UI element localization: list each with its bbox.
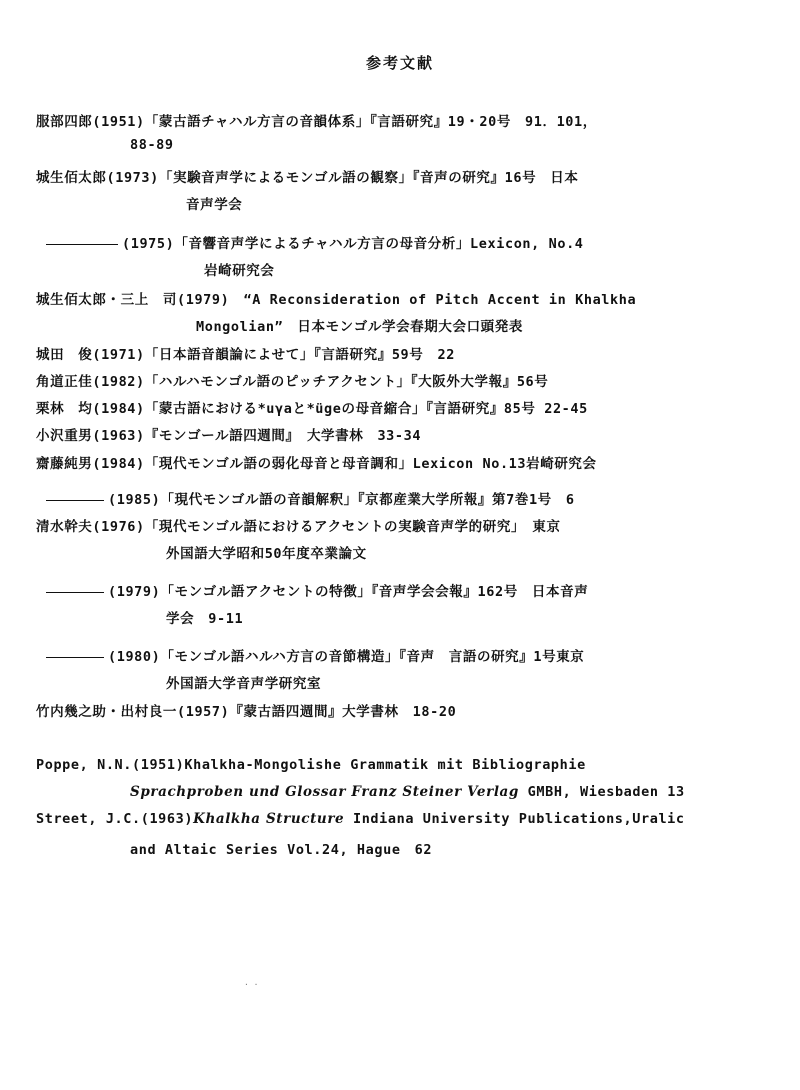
reference-line	[46, 580, 588, 600]
reference-continuation: 88-89	[130, 137, 174, 153]
reference-text: (1985)「現代モンゴル語の音韻解釈」『京都産業大学所報』第7巻1号 6	[108, 492, 575, 508]
reference-line: 城生佰太郎(1973)「実験音声学によるモンゴル語の観察」『音声の研究』16号 日本	[36, 170, 579, 186]
reference-continuation	[130, 784, 685, 800]
ditto-dash	[46, 592, 104, 593]
reference-line: 城生佰太郎・三上 司(1979) “A Reconsideration of Pitch Accent in Khalkha	[36, 292, 637, 308]
ditto-dash	[46, 244, 118, 245]
reference-line: 角道正佳(1982)「ハルハモンゴル語のピッチアクセント」『大阪外大学報』56号	[36, 374, 549, 390]
reference-text: (1979)「モンゴル語アクセントの特徴」『音声学会会報』162号 日本音声	[108, 584, 589, 600]
reference-continuation: 岩崎研究会	[204, 263, 275, 279]
reference-line	[46, 645, 584, 665]
reference-continuation: Mongolian” 日本モンゴル学会春期大会口頭発表	[196, 319, 523, 335]
reference-text: (1980)「モンゴル語ハルハ方言の音節構造」『音声 言語の研究』1号東京	[108, 649, 585, 665]
reference-line	[46, 488, 575, 508]
reference-line: 竹内幾之助・出村良一(1957)『蒙古語四週間』大学書林 18-20	[36, 704, 457, 720]
reference-line: 小沢重男(1963)『モンゴール語四週間』 大学書林 33-34	[36, 428, 422, 444]
reference-continuation: 外国語大学音声学研究室	[166, 676, 322, 692]
scan-speck: · ·	[244, 980, 259, 989]
reference-continuation: 音声学会	[186, 197, 243, 213]
reference-line: Poppe, N.N.(1951)Khalkha-Mongolishe Grammatik mit Bibliographie	[36, 757, 586, 773]
reference-continuation: 学会 9-11	[166, 611, 244, 627]
reference-text: GMBH, Wiesbaden 13	[518, 784, 685, 800]
reference-line: 栗林 均(1984)「蒙古語における*uγaと*ügeの母音縮合」『言語研究』85号 22-45	[36, 401, 588, 417]
reference-text: (1975)「音響音声学によるチャハル方言の母音分析」Lexicon, No.4	[122, 236, 584, 252]
ditto-dash	[46, 500, 104, 501]
reference-text: Street, J.C.(1963)	[36, 811, 194, 827]
page-title: 参考文献	[365, 54, 434, 72]
book-title: Khalkha Structure	[193, 811, 345, 827]
book-title: Sprachproben und Glossar Franz Steiner Verlag	[130, 784, 519, 800]
reference-line	[46, 232, 584, 252]
ditto-dash	[46, 657, 104, 658]
reference-continuation: and Altaic Series Vol.24, Hague 62	[130, 842, 433, 858]
reference-continuation: 外国語大学昭和50年度卒業論文	[166, 546, 367, 562]
reference-text: Indiana University Publications,Uralic	[344, 811, 685, 827]
reference-line	[36, 811, 685, 827]
reference-line: 清水幹夫(1976)「現代モンゴル語におけるアクセントの実験音声学的研究」 東京	[36, 519, 561, 535]
reference-line: 城田 俊(1971)「日本語音韻論によせて」『言語研究』59号 22	[36, 347, 455, 363]
reference-line: 齋藤純男(1984)「現代モンゴル語の弱化母音と母音調和」Lexicon No.13岩崎研究会	[36, 456, 597, 472]
reference-line: 服部四郎(1951)「蒙古語チャハル方言の音韻体系」『言語研究』19・20号 91．101，	[36, 114, 597, 130]
